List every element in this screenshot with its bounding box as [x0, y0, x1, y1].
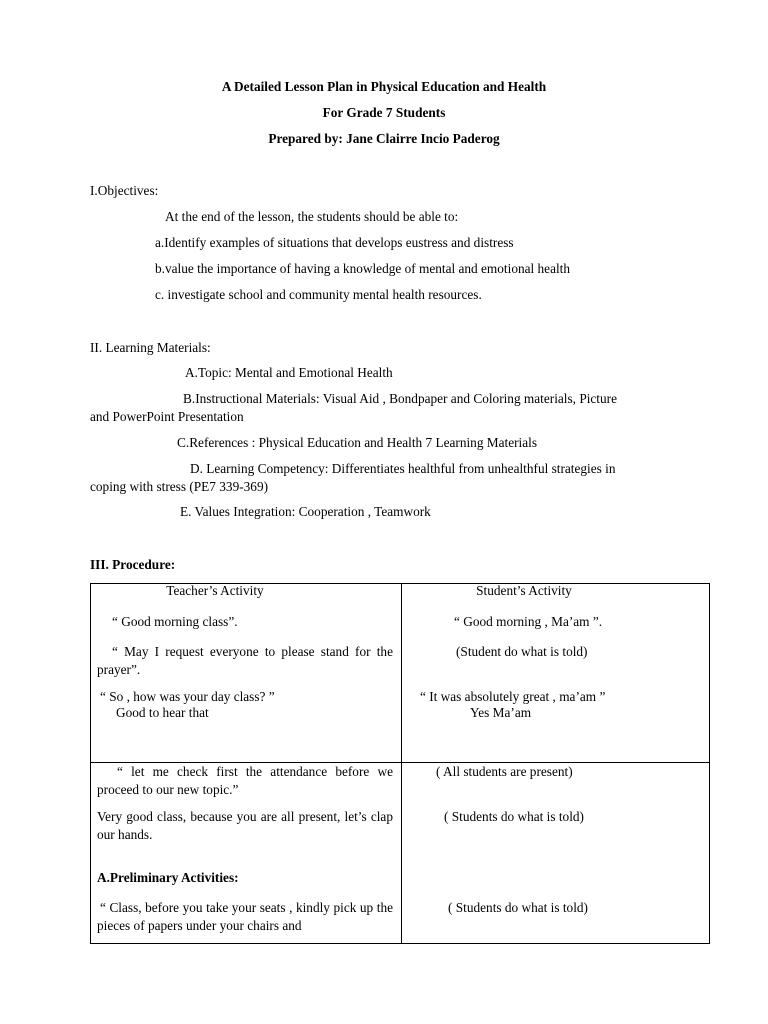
teacher-prayer-request: “ May I request everyone to please stand for the prayer”.	[97, 644, 393, 677]
student-greeting: “ Good morning , Ma’am ”.	[454, 614, 603, 629]
student-prayer-response: (Student do what is told)	[456, 644, 588, 659]
materials-instructional-line1: B.Instructional Materials: Visual Aid , Bondpaper and Coloring materials, Picture	[183, 391, 617, 406]
procedure-table	[90, 583, 710, 944]
student-day-answer: “ It was absolutely great , ma’am ”	[420, 689, 606, 704]
objectives-heading: I.Objectives:	[90, 183, 159, 198]
materials-competency-line2: coping with stress (PE7 339-369)	[90, 479, 269, 494]
objectives-intro: At the end of the lesson, the students should be able to:	[165, 209, 459, 224]
table-column-divider	[401, 584, 402, 943]
objective-item-b: b.value the importance of having a knowledge of mental and emotional health	[155, 261, 571, 276]
student-activity-header: Student’s Activity	[476, 583, 572, 598]
materials-heading: II. Learning Materials:	[90, 340, 211, 355]
teacher-attendance: “ let me check first the attendance before we proceed to our new topic.”	[97, 764, 393, 797]
student-attendance-response: ( All students are present)	[436, 764, 573, 779]
prepared-by: Prepared by: Jane Clairre Incio Paderog	[268, 131, 500, 146]
teacher-pick-up-papers: “ Class, before you take your seats , kindly pick up the pieces of papers under your chairs and	[97, 900, 393, 933]
teacher-greeting: “ Good morning class”.	[112, 614, 238, 629]
teacher-day-question: “ So , how was your day class? ”	[100, 689, 275, 704]
grade-line: For Grade 7 Students	[322, 105, 446, 120]
teacher-clap-hands: Very good class, because you are all present, let’s clap our hands.	[97, 809, 393, 842]
student-pick-up-response: ( Students do what is told)	[448, 900, 588, 915]
preliminary-activities-heading: A.Preliminary Activities:	[97, 870, 239, 885]
student-clap-response: ( Students do what is told)	[444, 809, 584, 824]
procedure-heading: III. Procedure:	[90, 557, 176, 572]
materials-values: E. Values Integration: Cooperation , Teamwork	[180, 504, 431, 519]
teacher-good-to-hear: Good to hear that	[116, 705, 209, 720]
objective-item-c: c. investigate school and community mental health resources.	[155, 287, 482, 302]
document-title: A Detailed Lesson Plan in Physical Education and Health	[221, 79, 547, 94]
materials-references: C.References : Physical Education and Health 7 Learning Materials	[177, 435, 538, 450]
teacher-activity-header: Teacher’s Activity	[166, 583, 264, 598]
materials-topic: A.Topic: Mental and Emotional Health	[185, 365, 393, 380]
objective-item-a: a.Identify examples of situations that develops eustress and distress	[155, 235, 514, 250]
materials-competency-line1: D. Learning Competency: Differentiates healthful from unhealthful strategies in	[190, 461, 616, 476]
materials-instructional-line2: and PowerPoint Presentation	[90, 409, 244, 424]
student-yes-maam: Yes Ma’am	[470, 705, 532, 720]
